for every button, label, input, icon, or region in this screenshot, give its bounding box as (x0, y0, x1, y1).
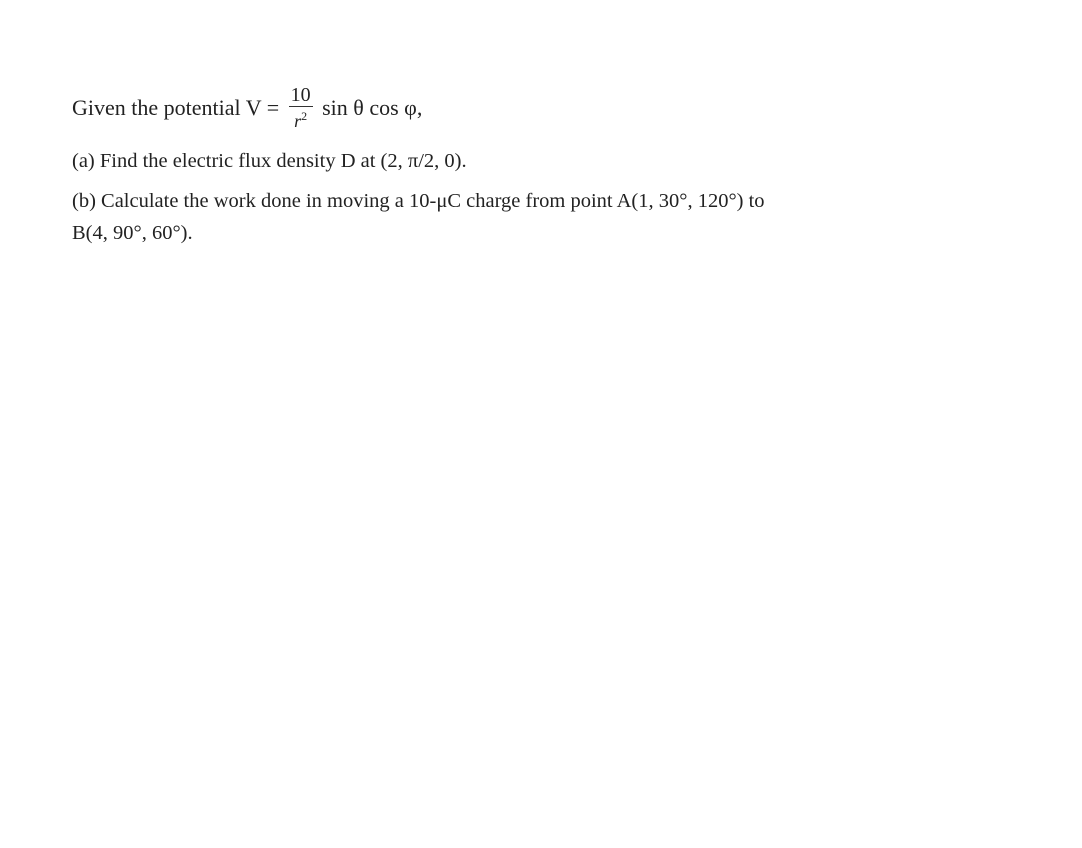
fraction-numerator: 10 (290, 84, 311, 106)
fraction-denominator-base: r (294, 111, 302, 131)
part-b-text-line2: B(4, 90°, 60°). (72, 222, 193, 244)
fraction-denominator (289, 108, 313, 129)
part-b-text-line1: (b) Calculate the work done in moving a 10-μC charge from point A(1, 30°, 120°) to (72, 190, 765, 212)
fraction-exponent: 2 (301, 109, 308, 123)
given-potential (72, 86, 422, 130)
question-block (0, 0, 1082, 270)
fraction-bar (289, 106, 313, 107)
part-a-text: (a) Find the electric flux density D at (2, π/2, 0). (72, 150, 467, 172)
given-suffix: sin θ cos φ, (322, 95, 423, 120)
given-prefix: Given the potential V = (72, 95, 280, 120)
potential-fraction (289, 85, 313, 129)
